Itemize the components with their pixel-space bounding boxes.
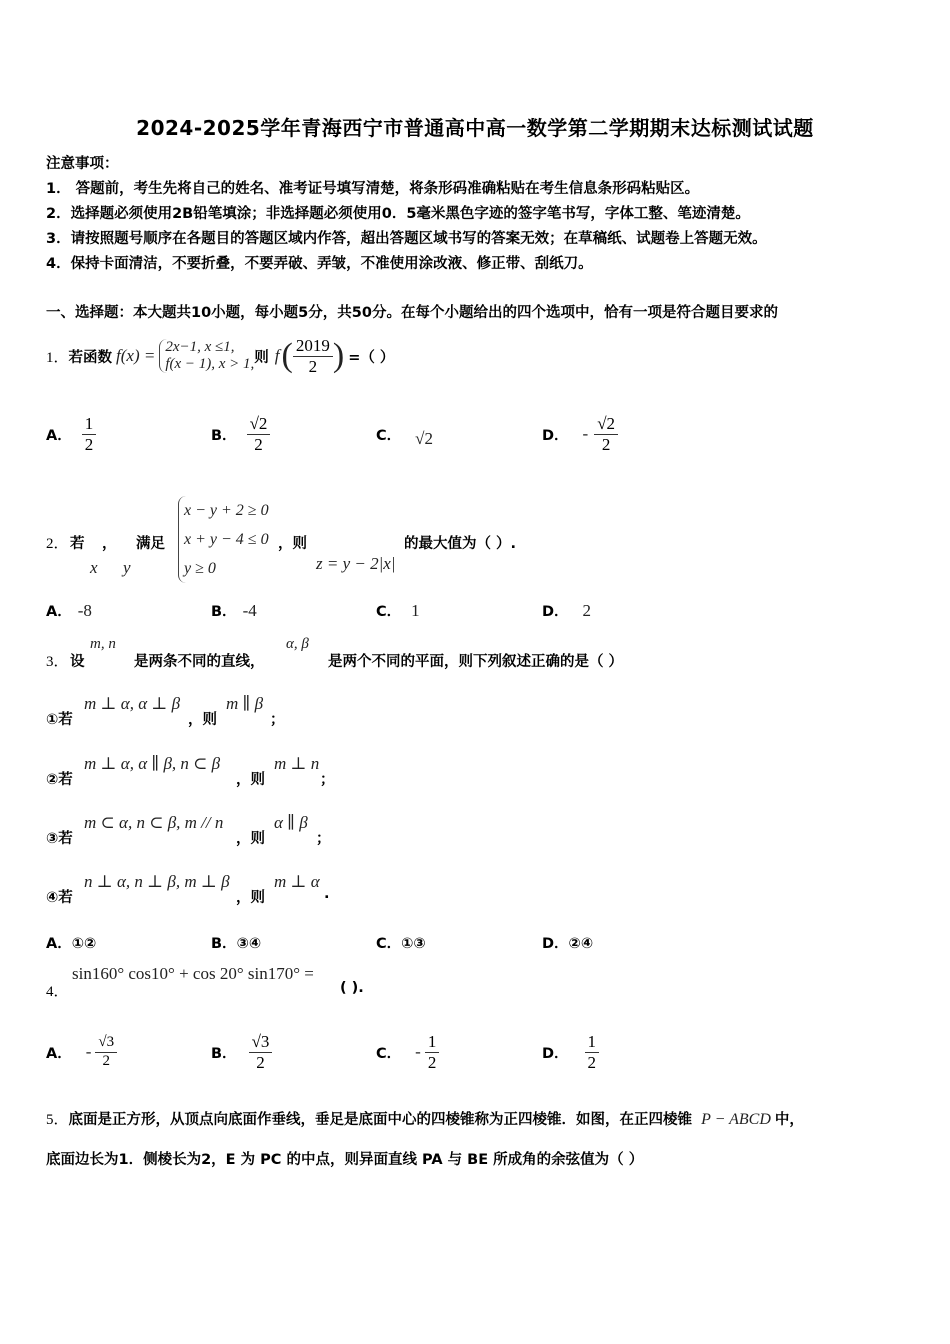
function-call: f — [274, 346, 280, 365]
question-text: 满足 — [136, 536, 165, 552]
question-text: 设 — [70, 654, 85, 670]
option-value: 1 — [411, 601, 420, 620]
statement-mark: ③若 — [46, 831, 73, 847]
q3-options — [46, 932, 906, 958]
option-label: D． — [542, 427, 569, 444]
option-b[interactable] — [211, 932, 261, 953]
q2-options — [46, 600, 906, 626]
option-d[interactable] — [542, 600, 591, 621]
statement-text: ，则 — [236, 831, 265, 847]
question-text: 若 — [70, 536, 85, 552]
question-1 — [46, 328, 394, 384]
option-label: C． — [376, 427, 402, 444]
option-label: C． — [376, 604, 402, 620]
option-d[interactable] — [542, 410, 618, 458]
question-text: 的最大值为（ ）. — [404, 536, 517, 552]
fraction-numerator: 1 — [82, 414, 97, 435]
option-label: A． — [46, 427, 72, 444]
option-label: A． — [46, 1045, 72, 1062]
case-2: f(x − 1), x > 1, — [165, 356, 255, 372]
statement-text: . — [324, 886, 330, 902]
constraint-system — [178, 496, 269, 583]
option-value — [82, 414, 97, 454]
question-number: 4． — [46, 984, 69, 1000]
section-heading: 一、选择题：本大题共10小题，每小题5分，共50分。在每个小题给出的四个选项中，恰有一项是符合题目要求的 — [46, 305, 778, 321]
notice-item: 3．请按照题号顺序在各题目的答题区域内作答，超出答题区域书写的答案无效；在草稿纸、试题卷上答题无效。 — [46, 231, 767, 247]
option-b[interactable] — [211, 1026, 272, 1078]
question-5-line-2: 底面边长为1．侧棱长为2，E 为 PC 的中点，则异面直线 PA 与 BE 所成角的余弦值为（ ） — [46, 1152, 644, 1168]
question-text: 若函数 — [68, 349, 113, 366]
question-text: 是两个不同的平面，则下列叙述正确的是（ ） — [328, 654, 624, 670]
option-value: ③④ — [236, 936, 262, 952]
option-label: A． — [46, 604, 72, 620]
option-value — [249, 1032, 273, 1072]
option-label: B． — [211, 427, 237, 444]
fraction-denominator: 2 — [601, 434, 611, 454]
option-d[interactable] — [542, 1026, 599, 1078]
statement-text: ； — [320, 772, 335, 788]
question-2 — [46, 494, 906, 584]
statement-mark: ④若 — [46, 890, 73, 906]
case-1: 2x−1, x ≤1, — [165, 339, 235, 355]
option-value — [425, 1032, 440, 1072]
option-label: C． — [376, 1045, 402, 1062]
fraction-denominator: 2 — [427, 1052, 437, 1072]
statement-text: ，则 — [236, 772, 265, 788]
option-value: ②④ — [568, 936, 594, 952]
fraction-denominator: 2 — [256, 1052, 265, 1072]
fraction-numerator: √3 — [95, 1034, 117, 1052]
fraction-numerator: √3 — [249, 1032, 273, 1053]
option-c[interactable] — [376, 932, 426, 953]
option-value: ①③ — [401, 936, 426, 952]
option-label: C． — [376, 936, 402, 952]
question-number: 1． — [46, 349, 69, 366]
fraction-numerator: √2 — [247, 414, 271, 435]
notice-item: 2．选择题必须使用2B铅笔填涂；非选择题必须使用0．5毫米黑色字迹的签字笔书写，字体工整、笔迹清楚。 — [46, 206, 750, 222]
fraction-numerator: √2 — [594, 414, 618, 435]
statement-mark: ①若 — [46, 712, 73, 728]
option-label: B． — [211, 1045, 237, 1062]
option-b[interactable] — [211, 410, 270, 458]
statement-text: ； — [270, 712, 285, 728]
notice-item: 1． 答题前，考生先将自己的姓名、准考证号填写清楚，将条形码准确粘贴在考生信息条形码粘贴区。 — [46, 181, 700, 197]
function-lhs: f(x) = — [116, 346, 156, 365]
option-label: B． — [211, 936, 237, 952]
statement-result: m ⊥ α — [274, 872, 320, 891]
option-value — [594, 414, 618, 454]
fraction-numerator: 1 — [425, 1032, 440, 1053]
question-number: 2． — [46, 536, 69, 552]
constraint-3: y ≥ 0 — [184, 560, 216, 577]
paren-close: ) — [332, 337, 345, 374]
option-c[interactable] — [376, 410, 433, 458]
option-label: D． — [542, 604, 569, 620]
question-text: =（ ） — [348, 349, 395, 366]
question-text: 则 — [254, 349, 269, 366]
statement-result: m ⊥ n — [274, 754, 320, 773]
statement-text: ，则 — [188, 712, 217, 728]
option-a[interactable] — [46, 932, 96, 953]
question-text: ( ). — [340, 980, 364, 996]
statement-condition: m ⊥ α, α ⊥ β — [84, 694, 181, 713]
question-text: 中， — [774, 1112, 804, 1128]
paren-open: ( — [281, 337, 293, 374]
option-label: D． — [542, 1045, 569, 1062]
option-label: D． — [542, 936, 569, 952]
argument-fraction — [293, 336, 333, 376]
constraint-2: x + y − 4 ≤ 0 — [184, 531, 269, 548]
option-label: B． — [211, 604, 237, 620]
fraction-denominator: 2 — [308, 356, 318, 376]
statement-condition: m ⊥ α, α ∥ β, n ⊂ β — [84, 754, 221, 773]
option-sign: - — [85, 1042, 92, 1061]
option-value: 2 — [582, 601, 592, 620]
fraction-denominator: 2 — [84, 434, 94, 454]
option-value: ①② — [71, 936, 97, 952]
option-value — [95, 1034, 117, 1070]
option-a[interactable] — [46, 1026, 117, 1078]
fraction-denominator: 2 — [102, 1052, 111, 1069]
option-value — [585, 1032, 600, 1072]
option-b[interactable] — [211, 600, 257, 621]
notice-item: 4．保持卡面清洁，不要折叠，不要弄破、弄皱，不准使用涂改液、修正带、刮纸刀。 — [46, 256, 593, 272]
option-c[interactable] — [376, 600, 420, 621]
pyramid-name: P − ABCD — [701, 1111, 771, 1128]
option-a[interactable] — [46, 600, 92, 621]
fraction-numerator: 1 — [585, 1032, 600, 1053]
question-text: 是两条不同的直线， — [134, 654, 265, 670]
statement-condition: n ⊥ α, n ⊥ β, m ⊥ β — [84, 872, 230, 891]
statement-result: α ∥ β — [274, 813, 308, 832]
question-5 — [46, 1108, 804, 1129]
question-text: ， — [102, 536, 117, 552]
option-sign: - — [415, 1042, 421, 1061]
trig-expression: sin160° cos10° + cos 20° sin170° = — [72, 964, 314, 983]
page-title: 2024-2025学年青海西宁市普通高中高一数学第二学期期末达标测试试题 — [136, 116, 814, 140]
variable-y: y — [123, 558, 131, 577]
q1-options — [46, 410, 906, 458]
statement-text: ； — [316, 831, 331, 847]
option-c[interactable] — [376, 1026, 439, 1078]
fraction-denominator: 2 — [254, 434, 263, 454]
q4-options — [46, 1026, 906, 1078]
notice-heading: 注意事项： — [46, 156, 119, 172]
option-value — [247, 414, 271, 454]
statement-condition: m ⊂ α, n ⊂ β, m // n — [84, 813, 224, 832]
option-value: √2 — [415, 429, 433, 448]
question-text: 底面是正方形，从顶点向底面作垂线，垂足是底面中心的四棱锥称为正四棱锥．如图，在正四棱锥 — [68, 1112, 693, 1128]
objective-expression: z = y − 2|x| — [316, 554, 396, 573]
option-label: A． — [46, 936, 72, 952]
planes-ab: α, β — [286, 636, 309, 652]
option-a[interactable] — [46, 410, 96, 458]
statement-mark: ②若 — [46, 772, 73, 788]
question-text: ，则 — [278, 536, 307, 552]
fraction-numerator: 2019 — [293, 336, 333, 357]
constraint-1: x − y + 2 ≥ 0 — [184, 502, 269, 519]
fraction-denominator: 2 — [587, 1052, 597, 1072]
statement-text: ，则 — [236, 890, 265, 906]
option-value: -8 — [77, 601, 92, 620]
option-d[interactable] — [542, 932, 593, 953]
lines-mn: m, n — [90, 636, 116, 652]
option-value: -4 — [242, 601, 257, 620]
piecewise-cases — [159, 339, 254, 373]
question-number: 3． — [46, 654, 69, 670]
option-sign: - — [582, 424, 589, 443]
statement-result: m ∥ β — [226, 694, 264, 713]
question-number: 5． — [46, 1112, 69, 1128]
variable-x: x — [90, 558, 98, 577]
